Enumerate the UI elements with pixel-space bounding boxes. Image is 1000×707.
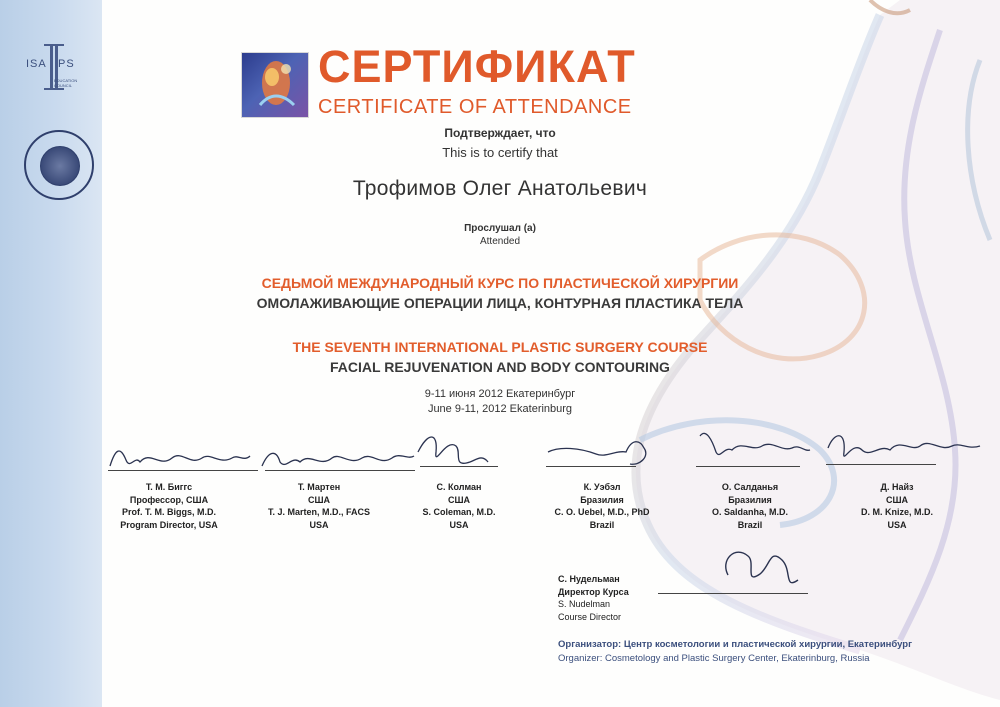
faculty-title-en: USA <box>449 519 469 530</box>
faculty-title-ru: Бразилия <box>580 494 624 505</box>
faculty-coleman <box>384 481 534 531</box>
faculty-title-en: USA <box>309 519 329 530</box>
faculty-marten <box>244 481 394 531</box>
faculty-title-ru: США <box>307 494 331 505</box>
faculty-title-en: USA <box>887 519 907 530</box>
faculty-title-en: Brazil <box>737 519 763 530</box>
director-title-ru: Директор Курса <box>558 586 629 597</box>
faculty-name-en: C. O. Uebel, M.D., PhD <box>554 507 650 517</box>
faculty-title-en: Brazil <box>589 519 615 530</box>
faculty-uebel <box>527 481 677 531</box>
course-topic-ru: ОМОЛАЖИВАЮЩИЕ ОПЕРАЦИИ ЛИЦА, КОНТУРНАЯ ПЛАСТИКА ТЕЛА <box>256 295 744 311</box>
faculty-name-ru: К. Уэбэл <box>583 482 621 492</box>
faculty-knize <box>822 481 972 531</box>
course-director <box>558 573 629 623</box>
faculty-name-en: Prof. T. M. Biggs, M.D. <box>122 507 216 517</box>
course-topic-en: FACIAL REJUVENATION AND BODY CONTOURING <box>330 359 670 375</box>
course-date-ru: 9-11 июня 2012 Екатеринбург <box>424 388 576 400</box>
director-name-ru: С. Нудельман <box>558 574 620 584</box>
faculty-title-en: Program Director, USA <box>120 519 218 530</box>
director-name-en: S. Nudelman <box>558 599 611 609</box>
attended-label-ru: Прослушал (а) <box>464 223 536 234</box>
faculty-name-en: D. M. Knize, M.D. <box>861 507 933 517</box>
certificate-subtitle: CERTIFICATE OF ATTENDANCE <box>318 96 632 118</box>
organizer-ru: Организатор: Центр косметологии и пластической хирургии, Екатеринбург <box>558 639 913 650</box>
faculty-name-ru: Т. Мартен <box>297 482 341 492</box>
faculty-name-en: T. J. Marten, M.D., FACS <box>267 507 370 517</box>
faculty-name-en: S. Coleman, M.D. <box>422 507 496 517</box>
course-date-en: June 9-11, 2012 Ekaterinburg <box>427 403 573 415</box>
director-title-en: Course Director <box>558 611 622 622</box>
faculty-name-en: O. Saldanha, M.D. <box>711 507 788 517</box>
faculty-name-ru: С. Колман <box>436 482 482 492</box>
recipient-name: Трофимов Олег Анатольевич <box>352 177 648 200</box>
course-title-ru: СЕДЬМОЙ МЕЖДУНАРОДНЫЙ КУРС ПО ПЛАСТИЧЕСКОЙ ХИРУРГИИ <box>261 275 739 291</box>
faculty-name-ru: Д. Найз <box>880 482 914 492</box>
faculty-title-ru: США <box>447 494 471 505</box>
faculty-title-ru: США <box>885 494 909 505</box>
isaps-logo: ISA PS EDUCATION COUNCIL <box>22 44 96 90</box>
confirm-text-ru: Подтверждает, что <box>444 126 556 140</box>
faculty-title-ru: Профессор, США <box>129 494 209 505</box>
faculty-biggs <box>94 481 244 531</box>
faculty-name-ru: О. Салданья <box>721 482 779 492</box>
faculty-name-ru: Т. М. Биггс <box>145 482 193 492</box>
course-title-en: THE SEVENTH INTERNATIONAL PLASTIC SURGERY COURSE <box>292 339 708 355</box>
organizer-en: Organizer: Cosmetology and Plastic Surgery Center, Ekaterinburg, Russia <box>558 653 870 664</box>
attended-label-en: Attended <box>479 236 521 247</box>
faculty-title-ru: Бразилия <box>728 494 772 505</box>
certificate-title: СЕРТИФИКАТ <box>318 41 636 92</box>
faculty-saldanha <box>675 481 825 531</box>
confirm-text-en: This is to certify that <box>442 145 558 160</box>
